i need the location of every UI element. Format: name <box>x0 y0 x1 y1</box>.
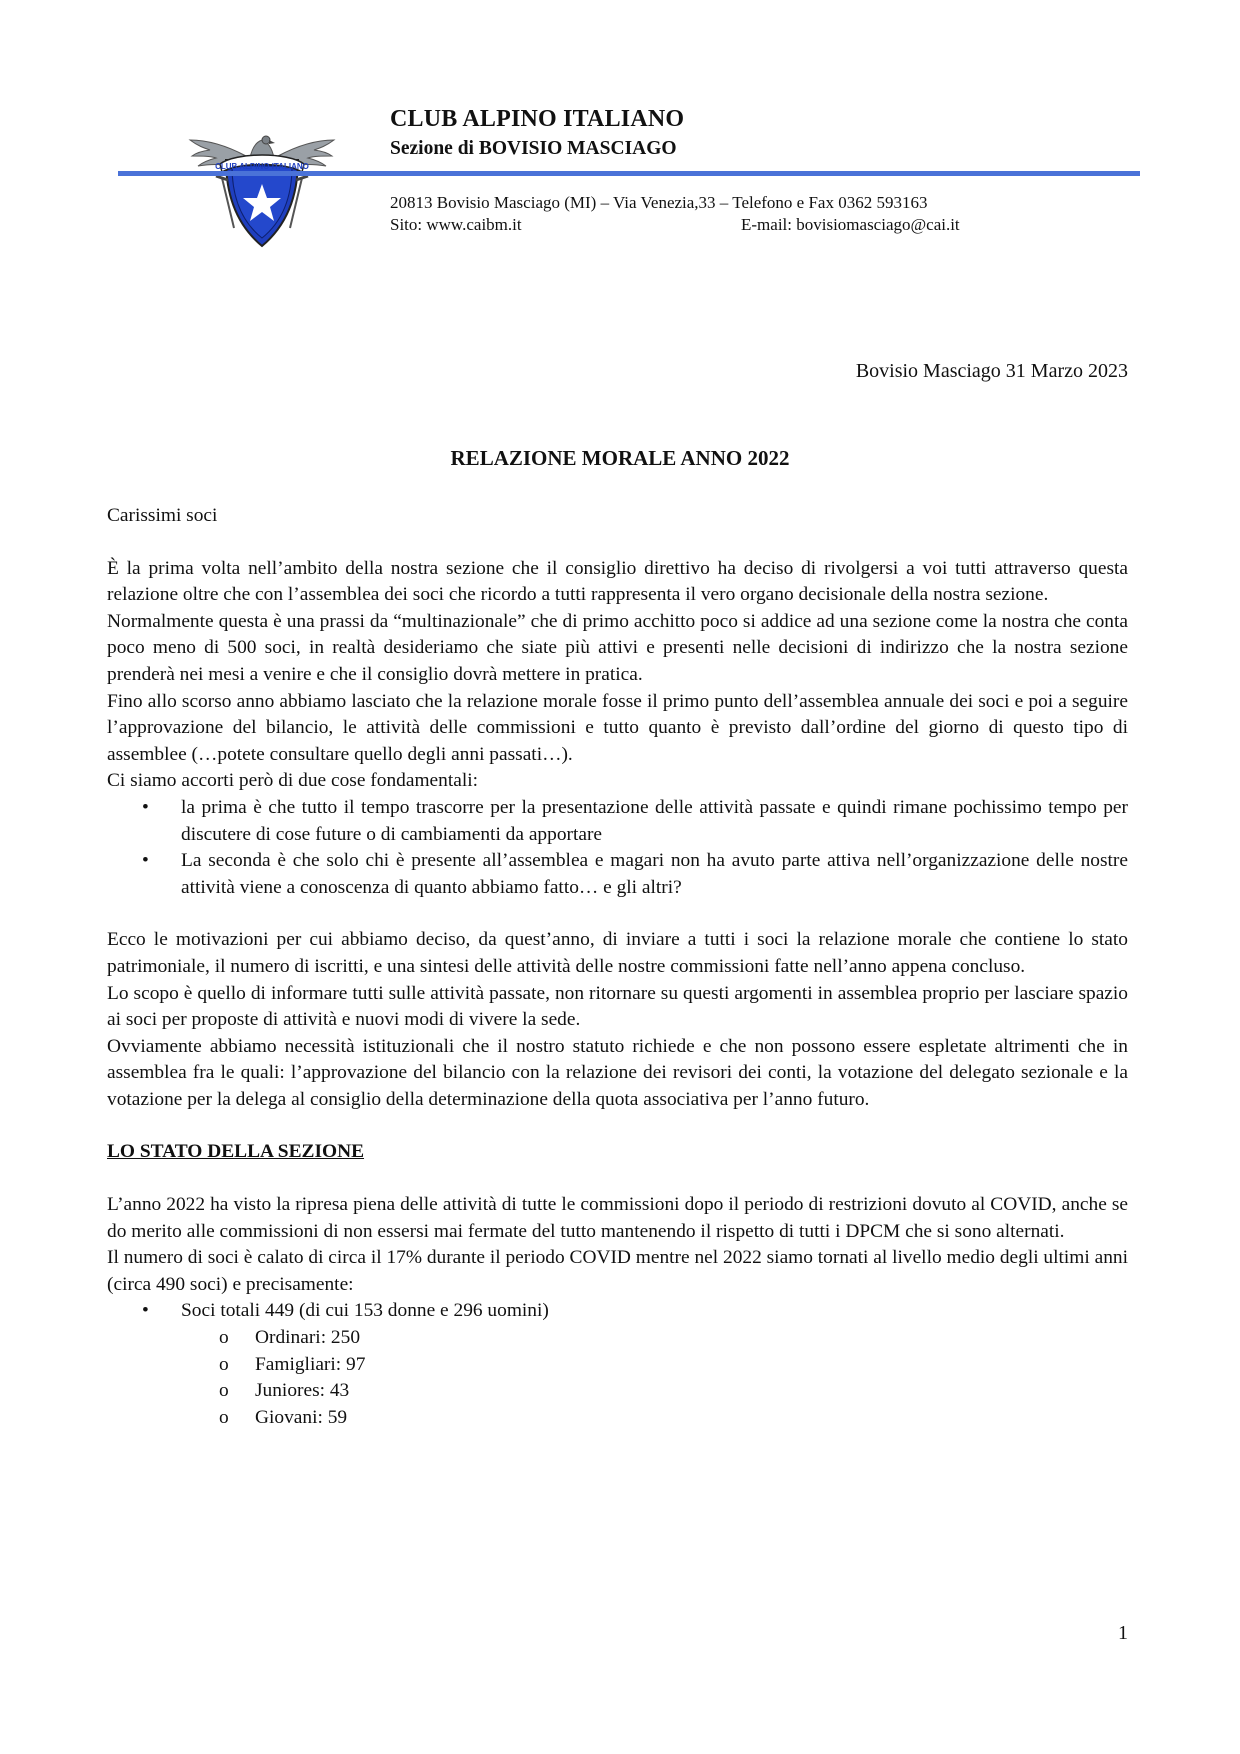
sub-list-item <box>107 1352 1128 1379</box>
bullet-icon: • <box>142 796 149 818</box>
paragraph: Ovviamente abbiamo necessità istituzionali che il nostro statuto richiede e che non possono essere espletate altrimenti che in assemblea fra le quali: l’approvazione del bilancio con la relazione dei revisori dei conti, la votazione del delegato sezionale e la votazione per la delega al consiglio della determinazione della quota associativa per l’anno futuro. <box>107 1035 1128 1110</box>
sub-list-item-text: Giovani: 59 <box>255 1406 348 1428</box>
list-item <box>107 795 1128 848</box>
list-item <box>107 1298 1128 1325</box>
paragraph: Lo scopo è quello di informare tutti sulle attività passate, non ritornare su questi argomenti in assemblea proprio per lasciare spazio ai soci per proposte di attività e nuovi modi di vivere la sede. <box>107 982 1128 1031</box>
email-link[interactable]: E-mail: bovisiomasciago@cai.it <box>741 215 960 234</box>
list-item-text: la prima è che tutto il tempo trascorre per la presentazione delle attività passate e quindi rimane pochissimo tempo per discutere di cose future o di cambiamenti da apportare <box>181 796 1128 845</box>
list-item <box>107 848 1128 901</box>
circle-bullet-icon: o <box>219 1406 229 1428</box>
paragraph: Ci siamo accorti però di due cose fondamentali: <box>107 770 478 792</box>
paragraph: Ecco le motivazioni per cui abbiamo deciso, da quest’anno, di inviare a tutti i soci la relazione morale che contiene lo stato patrimoniale, il numero di iscritti, e una sintesi delle attività delle nostre commissioni fatte nell’anno appena concluso. <box>107 929 1128 977</box>
address-line: 20813 Bovisio Masciago (MI) – Via Venezia,33 – Telefono e Fax 0362 593163 <box>390 193 928 212</box>
paragraph: Normalmente questa è una prassi da “multinazionale” che di primo acchitto poco si addice ad una sezione come la nostra che conta poco meno di 500 soci, in realtà desideriamo che siate più attivi e presenti nelle decisioni di indirizzo che la nostra sezione prenderà nei mesi a venire e che il consiglio dovrà mettere in pratica. <box>107 610 1128 685</box>
sub-list-item <box>107 1325 1128 1352</box>
bullet-icon: • <box>142 850 149 872</box>
sub-list-item-text: Juniores: 43 <box>255 1380 350 1402</box>
greeting: Carissimi soci <box>107 505 218 526</box>
org-name: CLUB ALPINO ITALIANO <box>390 106 685 132</box>
logo-banner-text: CLUB ALPINO ITALIANO <box>215 162 309 171</box>
sub-list-item-text: Famigliari: 97 <box>255 1353 366 1375</box>
sub-list-item <box>107 1405 1128 1432</box>
document-title: RELAZIONE MORALE ANNO 2022 <box>450 446 790 470</box>
header-divider <box>118 171 1140 176</box>
date-line: Bovisio Masciago 31 Marzo 2023 <box>855 360 1128 382</box>
paragraph: L’anno 2022 ha visto la ripresa piena delle attività di tutte le commissioni dopo il periodo di restrizioni dovuto al COVID, anche se do merito alle commissioni di non essersi mai fermate del tutto mantenendo il rispetto di tutti i DPCM che si sono alternati. <box>107 1194 1128 1242</box>
paragraph: Fino allo scorso anno abbiamo lasciato che la relazione morale fosse il primo punto dell’assemblea annuale dei soci e poi a seguire l’approvazione del bilancio, le attività delle commissioni e tutto quanto è previsto dall’ordine del giorno di questo tipo di assemblee (…potete consultare quello degli anni passati…). <box>107 690 1128 765</box>
list-item-text: La seconda è che solo chi è presente all’assemblea e magari non ha avuto parte attiva nell’organizzazione delle nostre attività viene a conoscenza di quanto abbiamo fatto… e gli altri? <box>181 850 1128 898</box>
paragraph: È la prima volta nell’ambito della nostra sezione che il consiglio direttivo ha deciso di rivolgersi a voi tutti attraverso questa relazione oltre che con l’assemblea dei soci che ricordo a tutti rappresenta il vero organo decisionale della nostra sezione. <box>107 557 1128 606</box>
circle-bullet-icon: o <box>219 1380 229 1402</box>
circle-bullet-icon: o <box>219 1353 229 1375</box>
circle-bullet-icon: o <box>219 1327 229 1349</box>
document-body <box>107 503 1128 1431</box>
sub-list-item-text: Ordinari: 250 <box>255 1327 361 1349</box>
sub-list-item <box>107 1378 1128 1405</box>
list-item-text: Soci totali 449 (di cui 153 donne e 296 uomini) <box>181 1300 549 1322</box>
cai-eagle-shield-logo <box>186 118 338 250</box>
page-number: 1 <box>1118 1622 1128 1644</box>
website-link[interactable]: Sito: www.caibm.it <box>390 215 522 234</box>
section-name: Sezione di BOVISIO MASCIAGO <box>390 138 677 159</box>
section-heading: LO STATO DELLA SEZIONE <box>107 1141 365 1163</box>
paragraph: Il numero di soci è calato di circa il 17% durante il periodo COVID mentre nel 2022 siamo tornati al livello medio degli ultimi anni (circa 490 soci) e precisamente: <box>107 1247 1128 1295</box>
bullet-icon: • <box>142 1300 149 1322</box>
